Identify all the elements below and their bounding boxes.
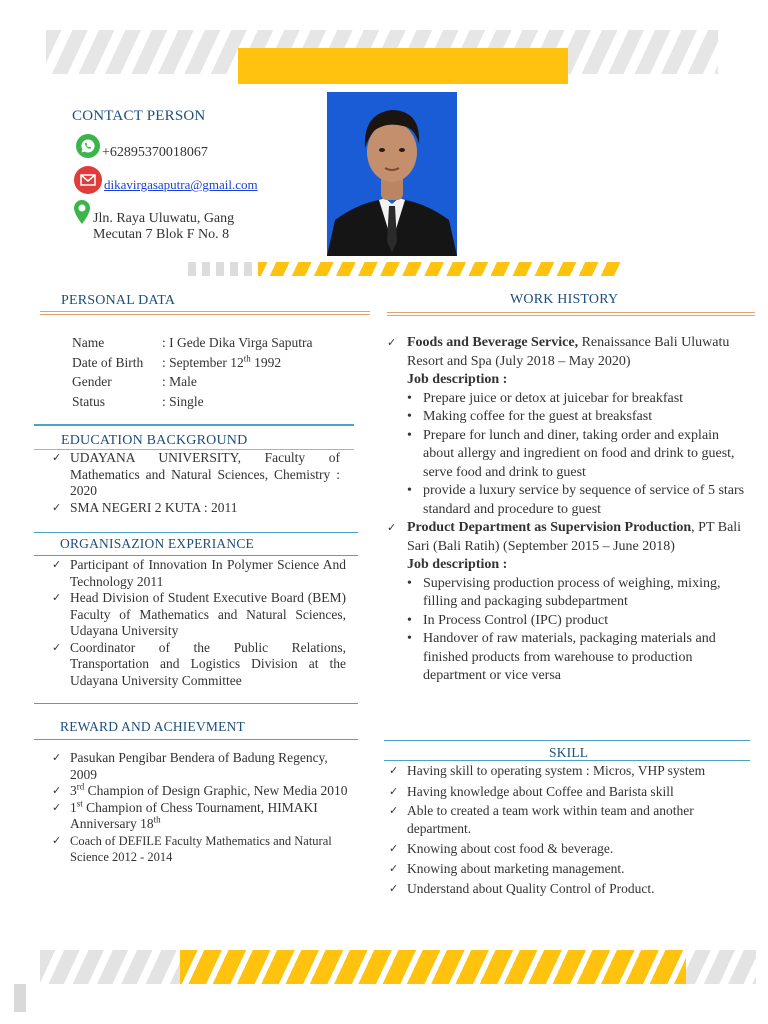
reward-item: ✓ Pasukan Pengibar Bendera of Badung Regency, 2009 [50,750,350,783]
personal-row-dob: Date of Birth : September 12th 1992 [72,353,282,370]
job1-desc-label: Job description : [407,372,508,387]
reward-item: ✓ 1st Champion of Chess Tournament, HIMAKI Anniversary 18th [50,800,350,833]
reward-list [50,750,350,866]
contact-address-line2: Mecutan 7 Blok F No. 8 [93,227,230,242]
whatsapp-icon [76,134,100,158]
personal-row-name: Name : I Gede Dika Virga Saputra [72,335,313,350]
work-history-rule [387,312,755,316]
reward-item: ✓ Coach of DEFILE Faculty Mathematics and Natural Science 2012 - 2014 [50,833,350,866]
profile-photo [327,92,457,256]
job-desc-item: • Making coffee for the guest at breaksfast [407,408,747,427]
organisation-item: ✓ Head Division of Student Executive Board (BEM) Faculty of Mathematics and Natural Sciences, Udayana University [50,590,346,640]
personal-row-gender: Gender : Male [72,374,197,389]
organisation-item: ✓ Coordinator of the Public Relations, Transportation and Logistics Division at the Udayana University Committee [50,640,346,690]
personal-data-heading: PERSONAL DATA [61,293,176,308]
job-entry-1: ✓ Foods and Beverage Service, Renaissance Bali Uluwatu Resort and Spa (July 2018 – May 2020) [387,335,730,369]
job1-desc-list [387,390,747,520]
mid-stripe-grey [188,262,258,276]
education-list [50,450,340,516]
skill-item: ✓ Having knowledge about Coffee and Barista skill [387,783,747,801]
organisation-list [50,557,346,689]
check-icon: ✓ [387,521,397,534]
organisation-item: ✓ Participant of Innovation In Polymer Science And Technology 2011 [50,557,346,590]
organisation-rule [34,555,358,556]
job-entry-2: ✓ Product Department as Supervision Production, PT Bali Sari (Bali Ratih) (September 2015 – June 2018) [387,520,742,554]
skill-list [387,762,747,898]
header-yellow-bar [238,48,568,84]
work-history-heading: WORK HISTORY [510,292,619,307]
contact-email-link[interactable]: dikavirgasaputra@gmail.com [104,177,258,192]
organisation-rule-top [34,532,358,533]
education-item: ✓ UDAYANA UNIVERSITY, Faculty of Mathematics and Natural Sciences, Chemistry : 2020 [50,450,340,500]
contact-address-line1: Jln. Raya Uluwatu, Gang [93,211,235,226]
reward-heading: REWARD AND ACHIEVMENT [60,719,245,734]
work-history-section [387,334,747,686]
location-icon [73,199,91,225]
personal-row-status: Status : Single [72,393,204,409]
job-desc-item: • Prepare juice or detox at juicebar for breakfast [407,390,747,409]
education-item: ✓ SMA NEGERI 2 KUTA : 2011 [50,500,340,517]
skill-rule [384,760,750,761]
education-rule-top [34,424,354,426]
personal-data-rule [40,311,370,315]
reward-rule [34,739,358,740]
reward-item: ✓ 3rd Champion of Design Graphic, New Media 2010 [50,783,350,800]
email-icon [74,166,102,194]
job-desc-item: • In Process Control (IPC) product [407,612,747,631]
organisation-heading: ORGANISAZION EXPERIANCE [60,536,254,551]
contact-phone: +62895370018067 [102,145,208,160]
skill-heading: SKILL [549,745,589,760]
job-desc-item: • provide a luxury service by sequence of service of 5 stars standard and procedure to guest [407,482,747,519]
education-heading: EDUCATION BACKGROUND [61,433,248,448]
job-desc-item: • Handover of raw materials, packaging materials and finished products from warehouse to production department or vice versa [407,630,747,686]
corner-mark [14,984,26,1012]
job-desc-item: • Supervising production process of weighing, mixing, filling and packaging subdepartment [407,575,747,612]
skill-item: ✓ Having skill to operating system : Micros, VHP system [387,762,747,780]
skill-item: ✓ Able to created a team work within team and another department. [387,802,747,838]
job-desc-item: • Prepare for lunch and diner, taking order and explain about allergy and ingredient on food and drink to guest, serve food and drink to guest [407,427,747,483]
job2-desc-list [387,575,747,686]
skill-rule-top [384,740,750,741]
check-icon: ✓ [387,336,397,349]
skill-item: ✓ Knowing about cost food & beverage. [387,840,747,858]
skill-item: ✓ Knowing about marketing management. [387,860,747,878]
contact-heading: CONTACT PERSON [72,108,206,124]
personal-data-table [72,335,313,413]
reward-rule-top [34,703,358,704]
skill-item: ✓ Understand about Quality Control of Product. [387,880,747,898]
bottom-stripe-yellow [180,950,686,984]
job2-desc-label: Job description : [407,557,508,572]
